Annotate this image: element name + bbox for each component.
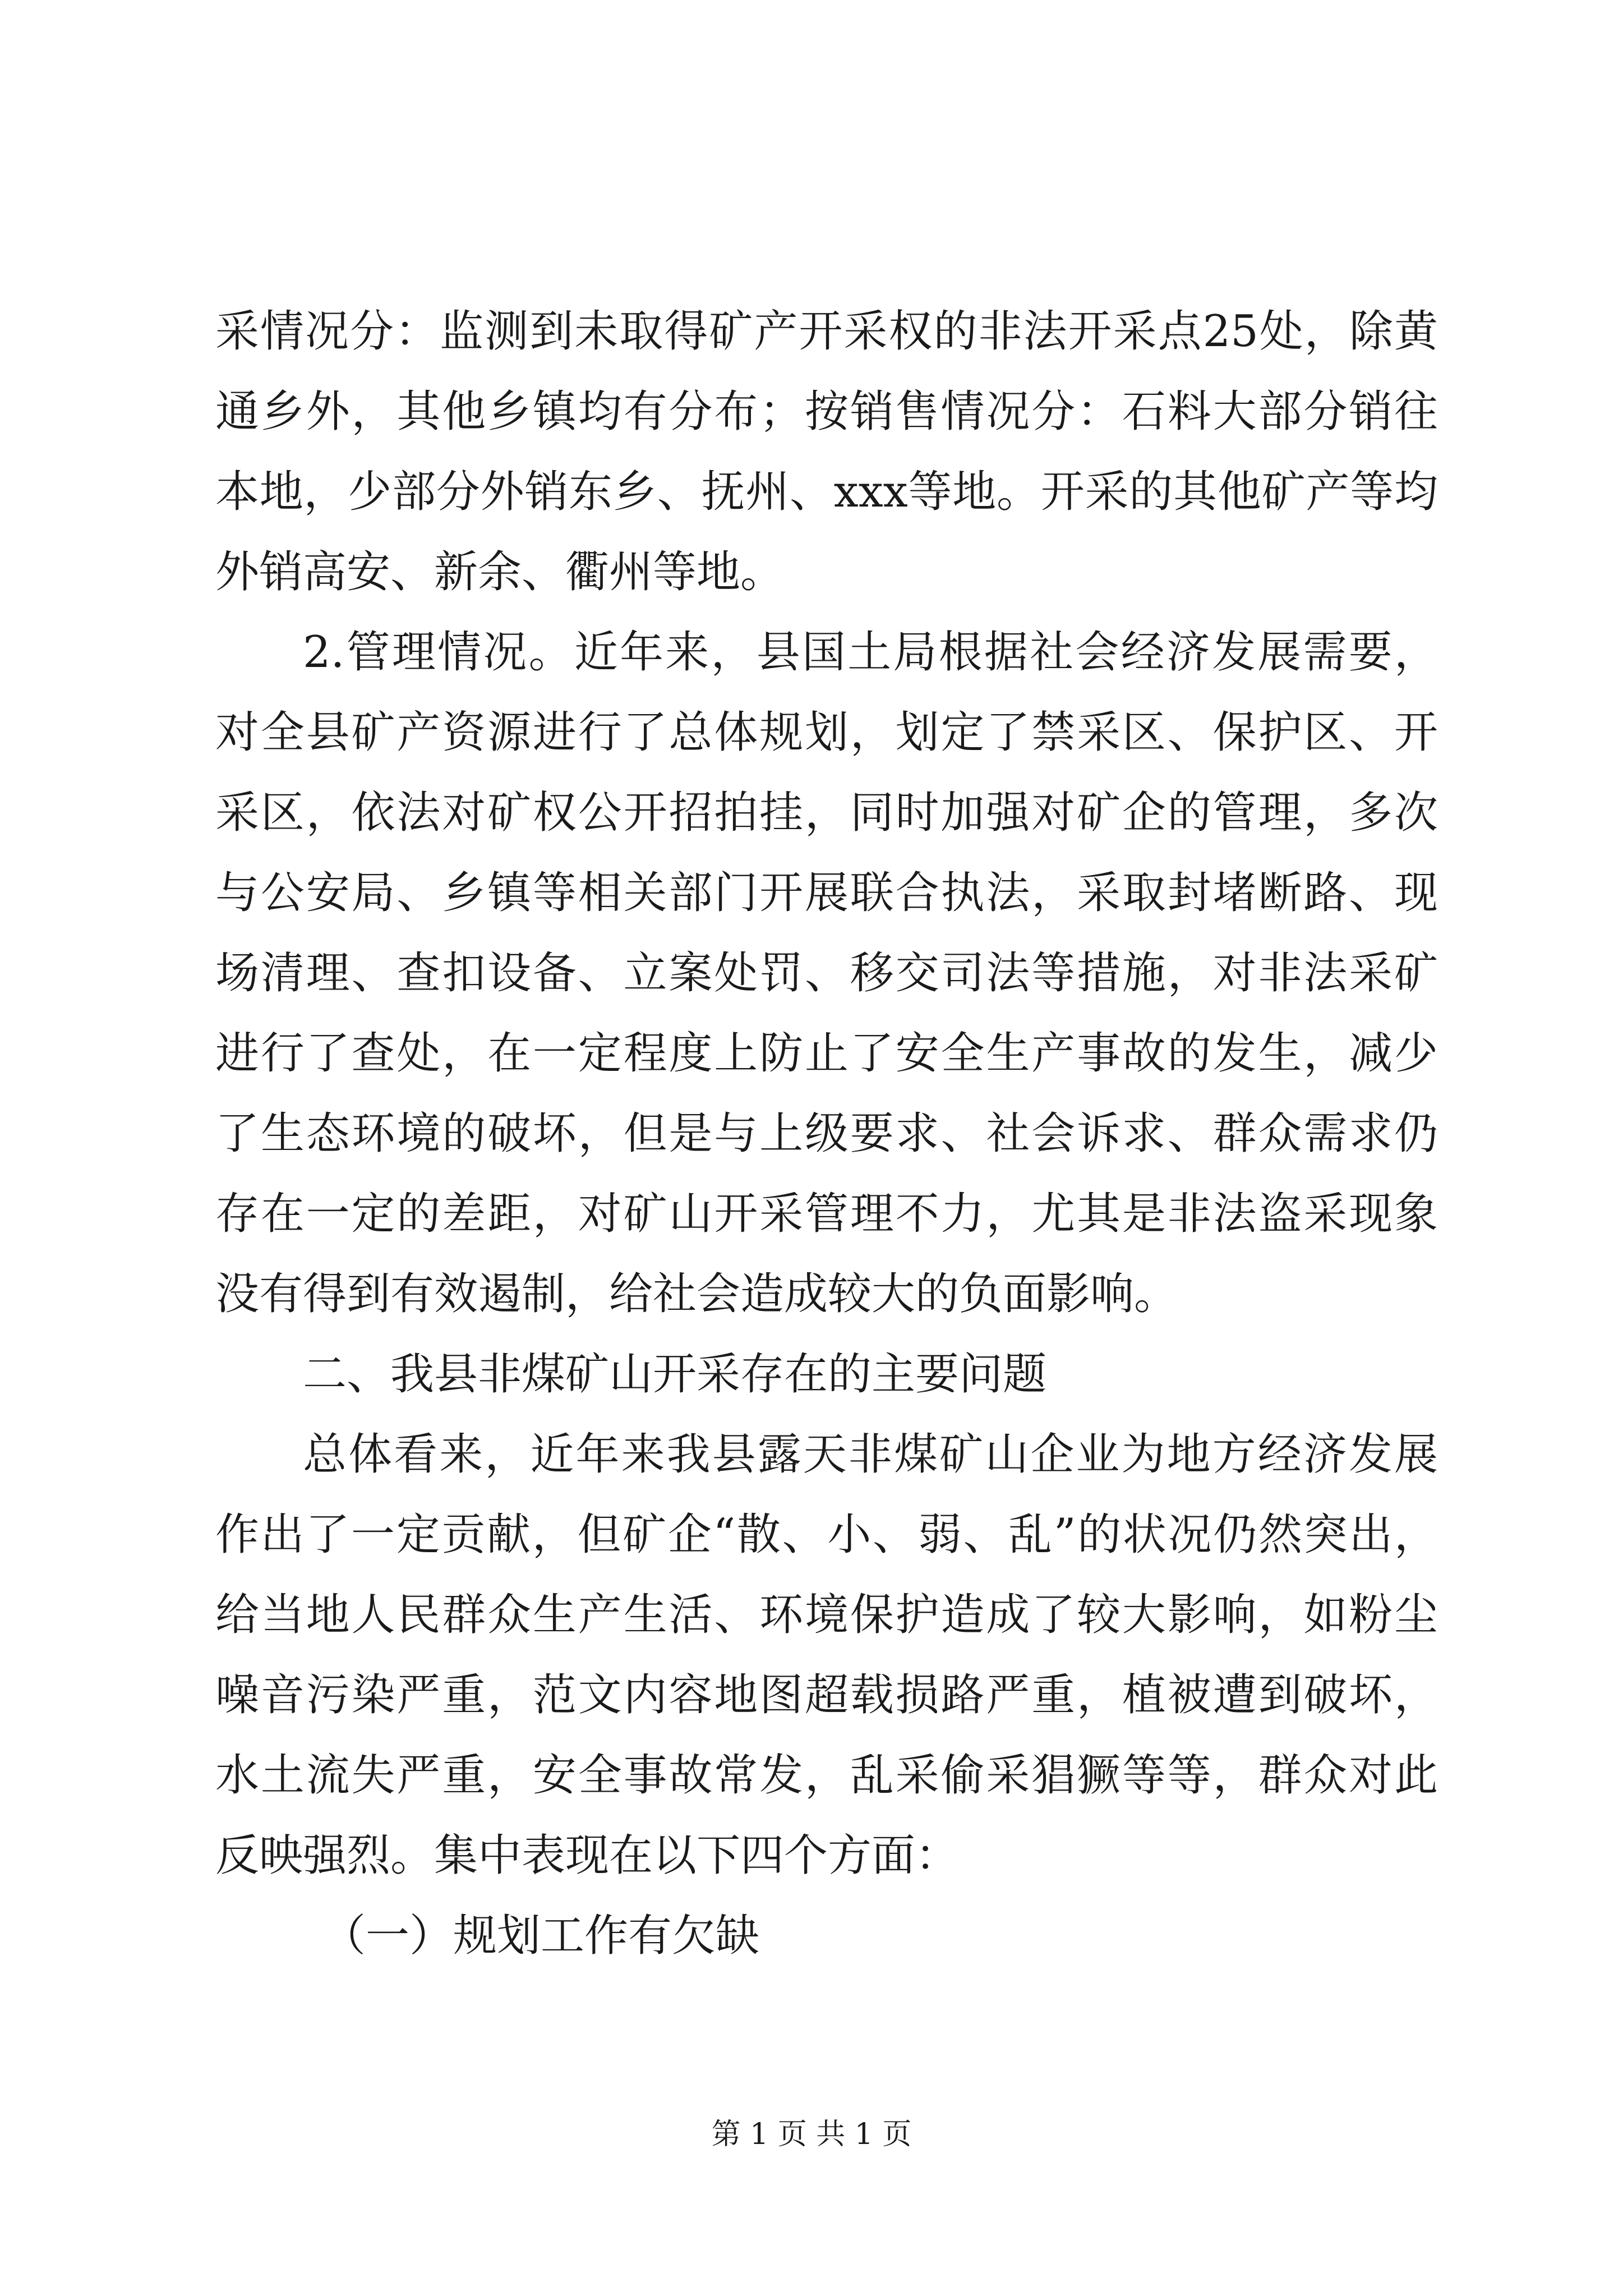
page-footer: 第 1 页 共 1 页 bbox=[711, 2118, 912, 2151]
paragraph-overview: 总体看来，近年来我县露天非煤矿山企业为地方经济发展作出了一定贡献，但矿企“散、小、弱、乱”的状况仍然突出，给当地人民群众生产生活、环境保护造成了较大影响，如粉尘噪音污染严重，范文内容地图超载损路严重，植被遭到破坏，水土流失严重，安全事故常发，乱采偷采猖獗等等，群众对此反映强烈。集中表现在以下四个方面： bbox=[215, 1429, 1438, 1881]
section-heading: 二、我县非煤矿山开采存在的主要问题 bbox=[303, 1349, 1047, 1400]
paragraph-management: 2.管理情况。近年来，县国土局根据社会经济发展需要，对全县矿产资源进行了总体规划，划定了禁采区、保护区、开采区，依法对矿权公开招拍挂，同时加强对矿企的管理，多次与公安局、乡镇等相关部门开展联合执法，采取封堵断路、现场清理、查扣设备、立案处罚、移交司法等措施，对非法采矿进行了查处，在一定程度上防止了安全生产事故的发生，减少了生态环境的破坏，但是与上级要求、社会诉求、群众需求仍存在一定的差距，对矿山开采管理不力，尤其是非法盗采现象没有得到有效遏制，给社会造成较大的负面影响。 bbox=[215, 627, 1438, 1319]
subsection-heading: （一）规划工作有欠缺 bbox=[322, 1911, 760, 1961]
document-body bbox=[215, 292, 1438, 1976]
paragraph-continuation: 采情况分：监测到未取得矿产开采权的非法开采点25处，除黄通乡外，其他乡镇均有分布；按销售情况分：石料大部分销往本地，少部分外销东乡、抚州、xxx等地。开采的其他矿产等均外销高安、新余、衢州等地。 bbox=[215, 306, 1438, 597]
